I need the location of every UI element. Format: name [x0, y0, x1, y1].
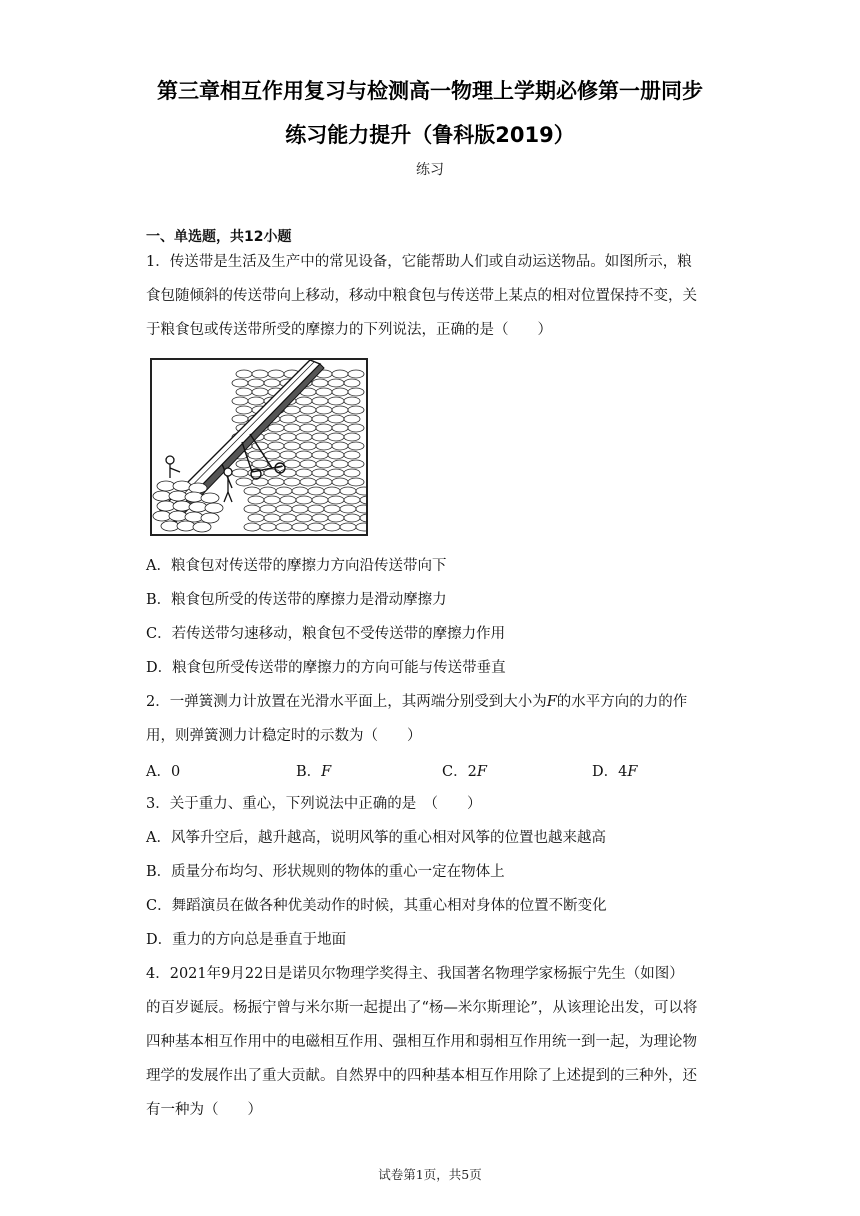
q2-stem-line: 用，则弹簧测力计稳定时的示数为（ ）: [146, 728, 422, 744]
q4-stem-line: 的百岁诞辰。杨振宁曾与米尔斯一起提出了“杨—米尔斯理论”，从该理论出发，可以将: [146, 1000, 698, 1016]
q2-stem-text: 2．一弹簧测力计放置在光滑水平面上，其两端分别受到大小为: [146, 694, 547, 710]
q2-option-d-var: F: [627, 764, 638, 780]
q1-stem-line: 于粮食包或传送带所受的摩擦力的下列说法，正确的是（ ）: [146, 322, 552, 338]
q2-option-b-label: B．: [296, 764, 322, 780]
q2-option-b: [296, 760, 331, 781]
q3-option-d: D．重力的方向总是垂直于地面: [146, 932, 347, 948]
q3-option-c: C．舞蹈演员在做各种优美动作的时候，其重心相对身体的位置不断变化: [146, 898, 607, 914]
q3-option-a: A．风筝升空后，越升越高，说明风筝的重心相对风筝的位置也越来越高: [146, 830, 606, 846]
q1-option-c: C．若传送带匀速移动，粮食包不受传送带的摩擦力作用: [146, 626, 506, 642]
q3-stem: 3．关于重力、重心，下列说法中正确的是 （ ）: [146, 796, 482, 812]
q1-option-b: B．粮食包所受的传送带的摩擦力是滑动摩擦力: [146, 592, 447, 608]
q1-stem-line: 1．传送带是生活及生产中的常见设备，它能帮助人们或自动运送物品。如图所示，粮: [146, 254, 692, 270]
q2-option-c-label: C．2: [442, 764, 477, 780]
q2-option-d: [592, 760, 637, 781]
page-footer: 试卷第1页，共5页: [378, 1167, 482, 1182]
q1-option-d: D．粮食包所受传送带的摩擦力的方向可能与传送带垂直: [146, 660, 506, 676]
q2-option-a-label: A．0: [146, 764, 181, 780]
q3-option-b: B．质量分布均匀、形状规则的物体的重心一定在物体上: [146, 864, 505, 880]
doc-subtitle: 练习: [416, 162, 444, 178]
q1-stem-line: 食包随倾斜的传送带向上移动，移动中粮食包与传送带上某点的相对位置保持不变，关: [146, 288, 697, 304]
q4-stem-line: 四种基本相互作用中的电磁相互作用、强相互作用和弱相互作用统一到一起，为理论物: [146, 1034, 697, 1050]
q4-stem-line: 有一种为（ ）: [146, 1102, 262, 1118]
q2-stem-text: 的水平方向的力的作: [556, 694, 688, 710]
q2-option-c-var: F: [476, 764, 487, 780]
q4-stem-line: 4．2021年9月22日是诺贝尔物理学奖得主、我国著名物理学家杨振宁先生（如图）: [146, 966, 684, 982]
q2-option-b-var: F: [321, 764, 332, 780]
q2-option-a: [146, 760, 180, 781]
conveyor-belt-illustration-icon: [150, 358, 368, 536]
q2-variable: F: [546, 694, 557, 710]
q4-stem-line: 理学的发展作出了重大贡献。自然界中的四种基本相互作用除了上述提到的三种外，还: [146, 1068, 697, 1084]
doc-title-line1: 第三章相互作用复习与检测高一物理上学期必修第一册同步: [157, 79, 703, 103]
q1-option-a: A．粮食包对传送带的摩擦力方向沿传送带向下: [146, 558, 447, 574]
section-heading: 一、单选题，共12小题: [146, 229, 292, 245]
q2-option-d-label: D．4: [592, 764, 628, 780]
doc-title-line2: 练习能力提升（鲁科版2019）: [285, 123, 575, 147]
q2-stem-line: [146, 692, 716, 712]
q2-option-c: [442, 760, 487, 781]
q2-options-row: [146, 760, 716, 780]
